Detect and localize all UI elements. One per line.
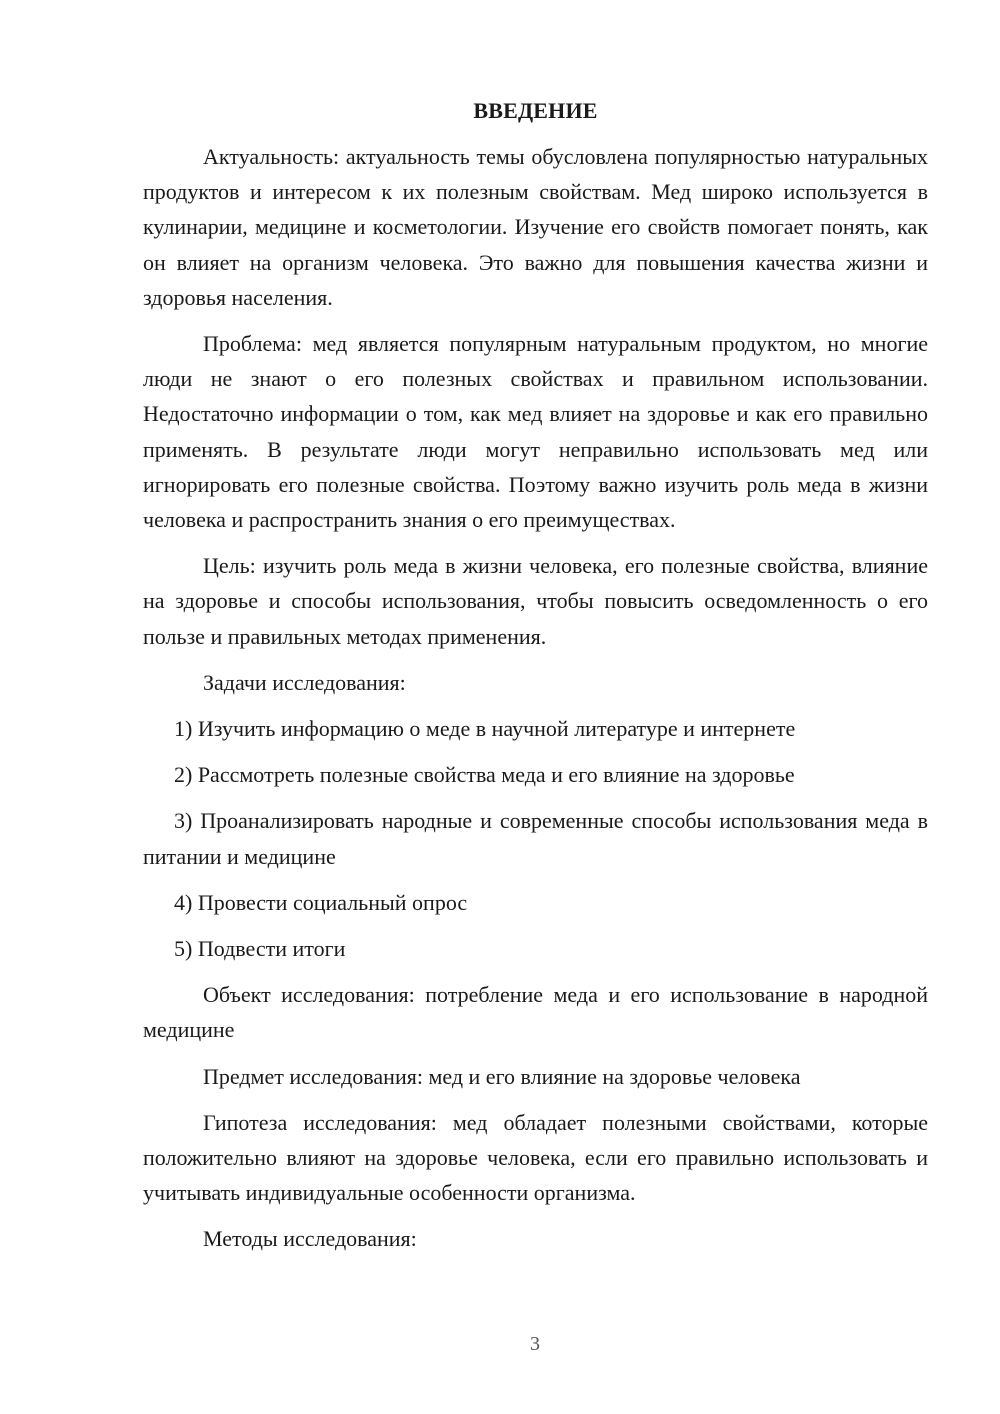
hypothesis-paragraph: Гипотеза исследования: мед обладает полезными свойствами, которые положительно влияют на здоровье человека, если его правильно использовать и учитывать индивидуальные особенности организма. — [143, 1109, 928, 1206]
task-item-1: 1) Изучить информацию о меде в научной литературе и интернете — [174, 716, 796, 742]
task-item-5: 5) Подвести итоги — [174, 936, 346, 962]
task-item-3: 3) Проанализировать народные и современные способы использования меда в питании и медицине — [143, 808, 928, 869]
relevance-paragraph: Актуальность: актуальность темы обусловлена популярностью натуральных продуктов и интересом к их полезным свойствам. Мед широко используется в кулинарии, медицине и косметологии. Изучение его свойств помогает понять, как он влияет на организм человека. Это важно для повышения качества жизни и здоровья населения. — [143, 144, 928, 310]
task-item-4: 4) Провести социальный опрос — [174, 889, 468, 915]
subject-paragraph: Предмет исследования: мед и его влияние на здоровье человека — [203, 1063, 801, 1089]
page-title: ВВЕДЕНИЕ — [473, 98, 598, 123]
page-number: 3 — [530, 1333, 540, 1355]
problem-paragraph: Проблема: мед является популярным натуральным продуктом, но многие люди не знают о его полезных свойствах и правильном использовании. Недостаточно информации о том, как мед влияет на здоровье и как его правильно применять. В результате люди могут неправильно использовать мед или игнорировать его полезные свойства. Поэтому важно изучить роль меда в жизни человека и распространить знания о его преимуществах. — [143, 331, 928, 533]
object-paragraph: Объект исследования: потребление меда и его использование в народной медицине — [143, 982, 928, 1043]
tasks-heading: Задачи исследования: — [203, 669, 406, 695]
task-item-2: 2) Рассмотреть полезные свойства меда и его влияние на здоровье — [174, 762, 795, 788]
methods-heading: Методы исследования: — [203, 1226, 417, 1252]
goal-paragraph: Цель: изучить роль меда в жизни человека, его полезные свойства, влияние на здоровье и способы использования, чтобы повысить осведомленность о его пользе и правильных методах применения. — [143, 553, 928, 649]
page-content — [143, 96, 928, 1268]
